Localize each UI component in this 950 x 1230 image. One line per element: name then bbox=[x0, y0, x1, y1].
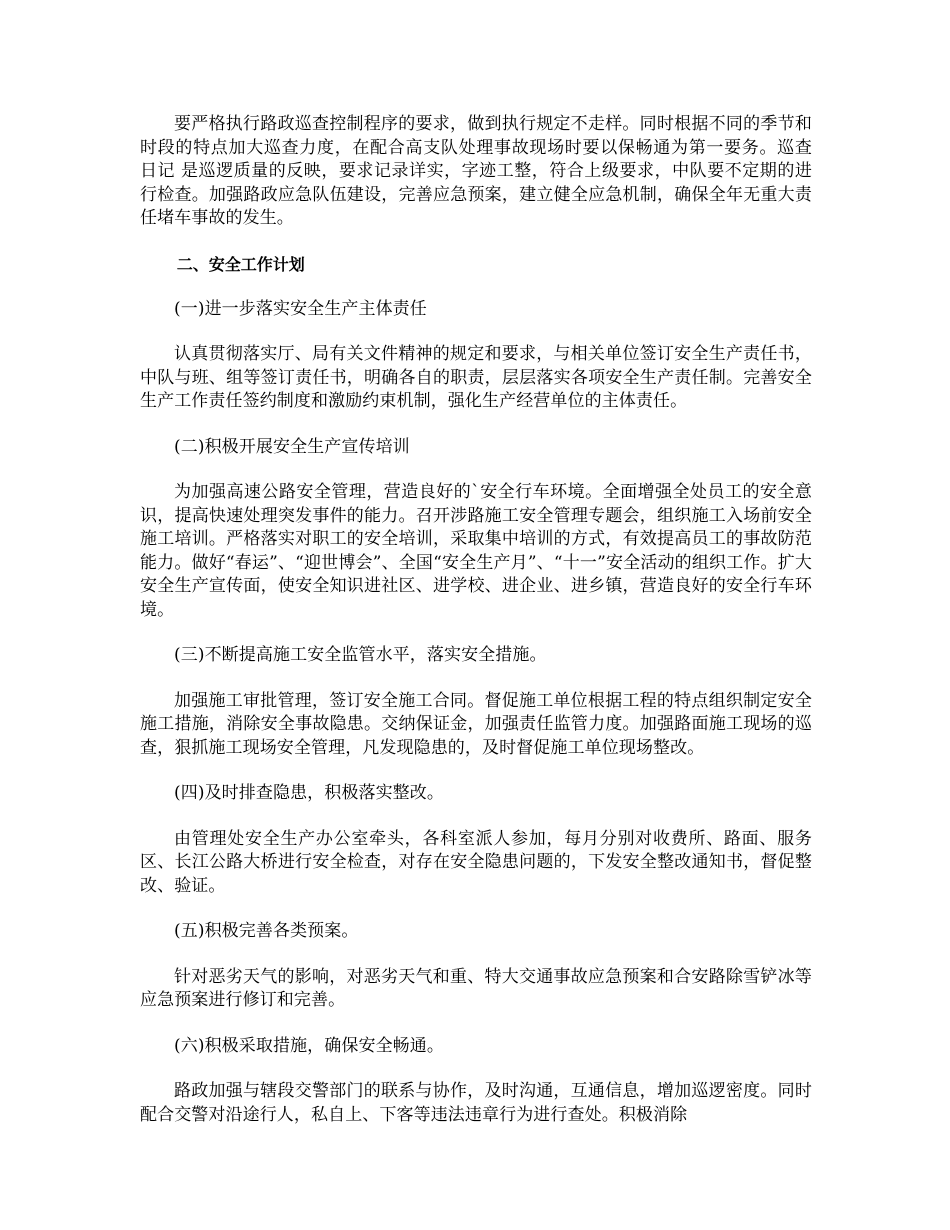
paragraph-6: 路政加强与辖段交警部门的联系与协作，及时沟通，互通信息，增加巡逻密度。同时配合交警对沿途行人，私自上、下客等违法违章行为进行查处。积极消除 bbox=[140, 1081, 812, 1125]
paragraph-patrol: 要严格执行路政巡查控制程序的要求，做到执行规定不走样。同时根据不同的季节和时段的特点加大巡查力度，在配合高支队处理事故现场时要以保畅通为第一要务。巡查 日记 是巡逻质量的反映，要求记录详实，字迹工整，符合上级要求，中队要不定期的进行检查。加强路政应急队伍建设，完善应急预案，建立健全应急机制，确保全年无重大责任堵车事故的发生。 bbox=[140, 114, 812, 228]
paragraph-5: 针对恶劣天气的影响，对恶劣天气和重、特大交通事故应急预案和合安路除雪铲冰等应急预案进行修订和完善。 bbox=[140, 966, 812, 1010]
subheading-5: (五)积极完善各类预案。 bbox=[174, 921, 359, 941]
subheading-6: (六)积极采取措施，确保安全畅通。 bbox=[174, 1035, 444, 1056]
paragraph-2: 为加强高速公路安全管理，营造良好的`安全行车环境。全面增强全处员工的安全意识，提高快速处理突发事件的能力。召开涉路施工安全管理专题会，组织施工入场前安全施工培训。严格落实对职工的安全培训，采取集中培训的方式，有效提高员工的事故防范能力。做好“春运”、“迎世博会”、全国“安全生产月”、“十一”安全活动的组织工作。扩大安全生产宣传面，使安全知识进社区、进学校、进企业、进乡镇，营造良好的安全行车环境。 bbox=[140, 482, 812, 620]
subheading-1: (一)进一步落实安全生产主体责任 bbox=[174, 298, 427, 319]
paragraph-1: 认真贯彻落实厅、局有关文件精神的规定和要求，与相关单位签订安全生产责任书，中队与班、组等签订责任书，明确各自的职责，层层落实各项安全生产责任制。完善安全生产工作责任签约制度和激励约束机制，强化生产经营单位的主体责任。 bbox=[140, 344, 812, 411]
subheading-4: (四)及时排查隐患，积极落实整改。 bbox=[174, 783, 444, 803]
paragraph-4: 由管理处安全生产办公室牵头，各科室派人参加，每月分别对收费所、路面、服务区、长江公路大桥进行安全检查，对存在安全隐患问题的，下发安全整改通知书，督促整改、验证。 bbox=[140, 828, 812, 896]
section-heading-safety-plan: 二、安全工作计划 bbox=[176, 254, 305, 274]
document-body bbox=[140, 113, 812, 1127]
subheading-2: (二)积极开展安全生产宣传培训 bbox=[174, 436, 410, 457]
paragraph-3: 加强施工审批管理，签订安全施工合同。督促施工单位根据工程的特点组织制定安全施工措施，消除安全事故隐患。交纳保证金，加强责任监管力度。加强路面施工现场的巡查，狠抓施工现场安全管理，凡发现隐患的，及时督促施工单位现场整改。 bbox=[140, 690, 812, 758]
subheading-3: (三)不断提高施工安全监管水平，落实安全措施。 bbox=[174, 645, 547, 665]
